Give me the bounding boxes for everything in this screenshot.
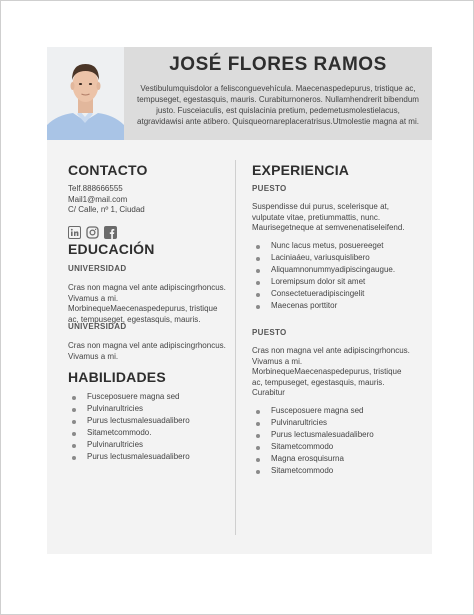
list-item: Pulvinarultricies [68, 439, 228, 451]
list-item: Fusceposuere magna sed [68, 391, 228, 403]
contact-phone: Telf.888666555 [68, 184, 123, 193]
list-item: Purus lectusmalesuadalibero [68, 451, 228, 463]
list-item: Maecenas porttitor [252, 300, 417, 312]
list-item: Sitametcommodo [252, 441, 417, 453]
experience-title: EXPERIENCIA [252, 162, 350, 178]
experience-bullets-1 [252, 240, 417, 312]
contact-email: Mail1@mail.com [68, 194, 128, 204]
skills-title: HABILIDADES [68, 369, 166, 385]
list-item: Sitametcommodo. [68, 427, 228, 439]
education-heading-2: UNIVERSIDAD [68, 322, 127, 331]
contact-block [68, 184, 145, 216]
list-item: Pulvinarultricies [68, 403, 228, 415]
list-item: Purus lectusmalesuadalibero [252, 429, 417, 441]
education-title: EDUCACIÓN [68, 241, 155, 257]
list-item: Aliquamnonummyadipiscingaugue. [252, 264, 417, 276]
profile-summary: Vestibulumquisdolor a felisconguevehícula. Maecenaspedepurus, tristique ac, tempuseget, egestasquis, mauris. Curabiturnoneros. Nullamhendrerit bibendum justo. Fusceiaculis, est quislacinia pretium, pedemetusmolestielacus, atgravidawisi ante atibero. Quisqueornareplaceratrisus.Utmolestie magna at mi. [137, 84, 419, 126]
list-item: Magna erosquisurna [252, 453, 417, 465]
experience-heading-2: PUESTO [252, 328, 287, 337]
list-item: Sitametcommodo [252, 465, 417, 477]
education-text-1: Cras non magna vel ante adipiscingrhoncus. Vivamus a mi. MorbinequeMaecenaspedepurus, tristique ac, tempuseget, egestasquis, mauris. [68, 283, 226, 324]
education-heading-1: UNIVERSIDAD [68, 264, 127, 273]
list-item: Consectetueradipiscingelit [252, 288, 417, 300]
experience-text-1: Suspendisse dui purus, scelerisque at, vulputate vitae, pretiummattis, nunc. Maurisegetneque at semvenenatiseleifend. [252, 202, 405, 232]
list-item: Loremipsum dolor sit amet [252, 276, 417, 288]
education-text-2: Cras non magna vel ante adipiscingrhoncus. Vivamus a mi. [68, 341, 226, 361]
skills-list [68, 391, 228, 463]
experience-text-2: Cras non magna vel ante adipiscingrhoncus. Vivamus a mi. MorbinequeMaecenaspedepurus, tristique ac, tempuseget, egestasquis, mauris. Curabitur [252, 346, 410, 397]
person-name: JOSÉ FLORES RAMOS [169, 54, 387, 75]
list-item: Fusceposuere magna sed [252, 405, 417, 417]
list-item: Laciniaáeu, variusquislibero [252, 252, 417, 264]
list-item: Purus lectusmalesuadalibero [68, 415, 228, 427]
column-divider [235, 160, 236, 535]
profile-photo [47, 47, 124, 140]
contact-address: C/ Calle, nº 1, Ciudad [68, 205, 145, 214]
list-item: Nunc lacus metus, posuereeget [252, 240, 417, 252]
experience-heading-1: PUESTO [252, 184, 287, 193]
list-item: Pulvinarultricies [252, 417, 417, 429]
experience-bullets-2 [252, 405, 417, 477]
contact-title: CONTACTO [68, 162, 148, 178]
